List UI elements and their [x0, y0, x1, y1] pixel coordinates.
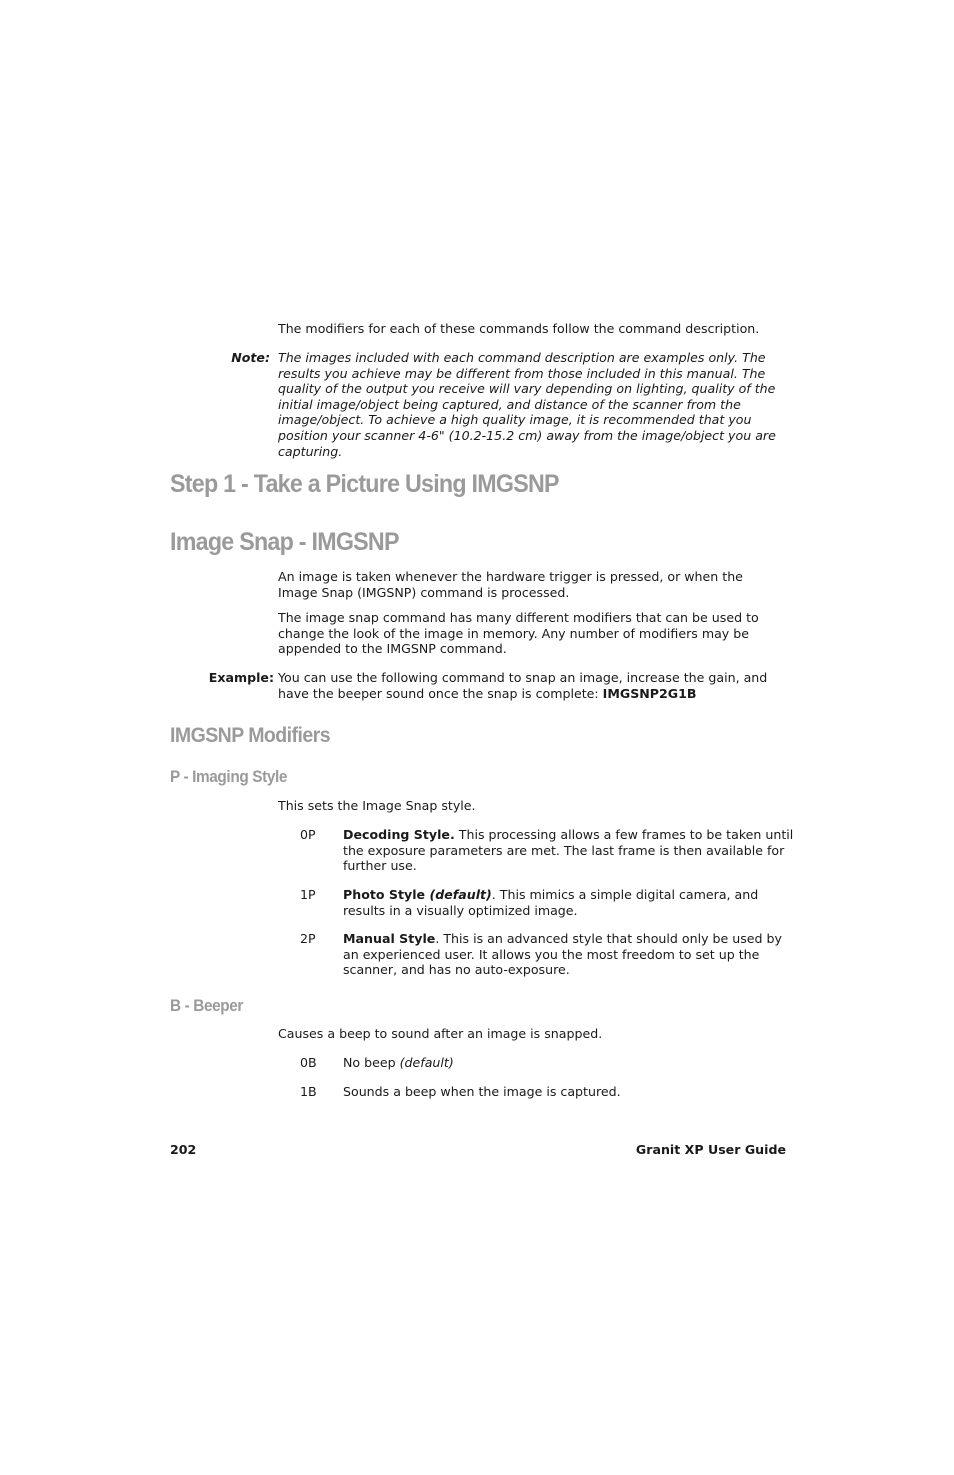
- imaging-style-heading: P - Imaging Style: [170, 768, 288, 786]
- modifier-desc-1p: [343, 887, 795, 918]
- modifier-code-1p: 1P: [300, 887, 316, 902]
- modifier-desc-0p: [343, 827, 795, 874]
- modifier-code-0p: 0P: [300, 827, 316, 842]
- modifier-text-0p: This processing allows a few frames to be taken until the exposure parameters are met. The last frame is then available for further use.: [343, 827, 794, 874]
- beeper-intro: Causes a beep to sound after an image is snapped.: [278, 1026, 603, 1041]
- modifiers-intro-text: The modifiers for each of these commands follow the command description.: [278, 321, 760, 336]
- modifier-code-2p: 2P: [300, 931, 316, 946]
- beeper-desc-0b: [343, 1055, 795, 1071]
- modifier-title-0p: Decoding Style.: [343, 827, 455, 842]
- example-description: You can use the following command to snap an image, increase the gain, and have the beeper sound once the snap is complete:: [278, 670, 768, 701]
- modifiers-heading: IMGSNP Modifiers: [170, 724, 331, 747]
- example-text: [278, 670, 798, 701]
- beeper-default-0b: (default): [399, 1055, 454, 1070]
- beeper-code-0b: 0B: [300, 1055, 317, 1070]
- note-text: The images included with each command description are examples only. The results you achieve may be different from those included in this manual. The quality of the output you receive will vary depending on lighting, quality of the initial image/object being captured, and distance of the scanner from the image/object. To achieve a high quality image, it is recommended that you position your scanner 4-6" (10.2-15.2 cm) away from the image/object you are capturing.: [278, 350, 776, 459]
- modifier-title-1p: Photo Style: [343, 887, 426, 902]
- imaging-style-intro: This sets the Image Snap style.: [278, 798, 476, 813]
- modifier-title-2p: Manual Style: [343, 931, 436, 946]
- page-number: 202: [170, 1142, 197, 1157]
- beeper-text-1b: Sounds a beep when the image is captured.: [343, 1084, 621, 1099]
- image-snap-para1: An image is taken whenever the hardware trigger is pressed, or when the Image Snap (IMGSNP) command is processed.: [278, 569, 743, 600]
- example-command: IMGSNP2G1B: [602, 685, 697, 701]
- modifier-text-2p: . This is an advanced style that should only be used by an experienced user. It allows you the most freedom to set up the scanner, and has no auto-exposure.: [343, 931, 783, 978]
- example-label: Example:: [208, 670, 274, 685]
- note-label: Note:: [231, 350, 270, 365]
- modifier-desc-2p: [343, 931, 791, 978]
- beeper-text-0b: No beep: [343, 1055, 400, 1070]
- modifier-text-1p: . This mimics a simple digital camera, and results in a visually optimized image.: [343, 887, 759, 918]
- image-snap-para2: The image snap command has many different modifiers that can be used to change the look of the image in memory. Any number of modifiers may be appended to the IMGSNP command.: [278, 610, 759, 657]
- beeper-code-1b: 1B: [300, 1084, 317, 1099]
- guide-title: Granit XP User Guide: [635, 1142, 786, 1157]
- modifier-default-1p: (default): [425, 887, 492, 902]
- image-snap-heading: Image Snap - IMGSNP: [170, 528, 399, 556]
- step1-heading: Step 1 - Take a Picture Using IMGSNP: [170, 470, 559, 498]
- beeper-heading: B - Beeper: [170, 997, 244, 1015]
